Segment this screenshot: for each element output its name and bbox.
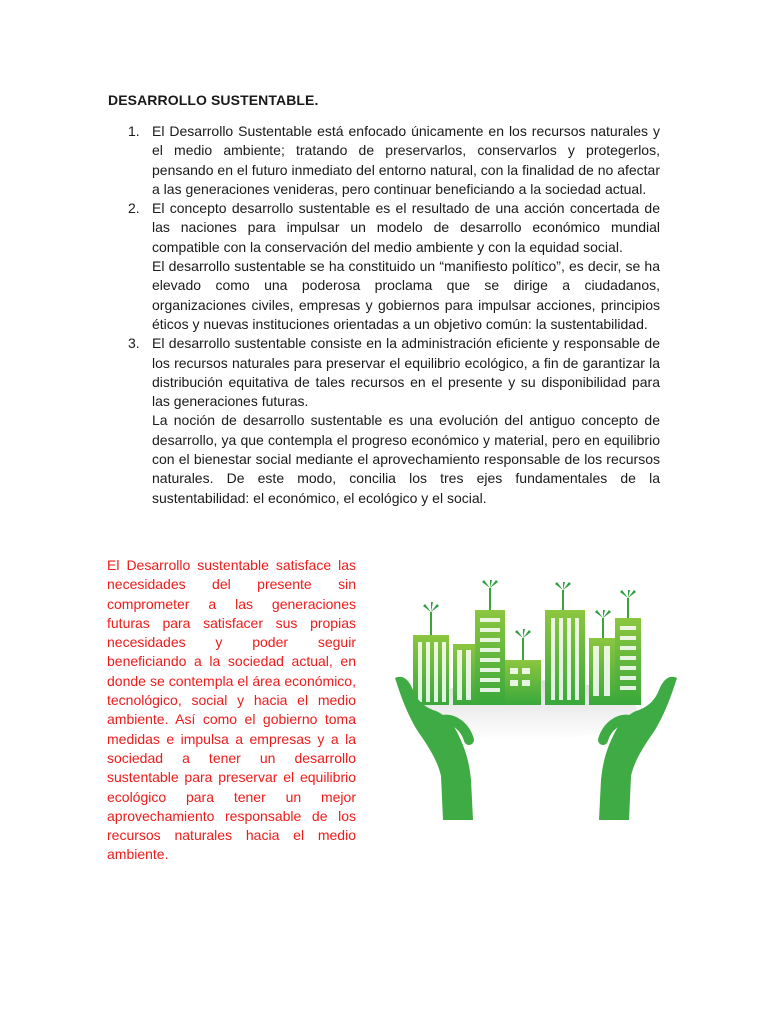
numbered-list (128, 122, 660, 508)
list-number: 1. (128, 123, 140, 139)
list-paragraph: El desarrollo sustentable consiste en la administración eficiente y responsable de los recursos naturales para preservar el equilibrio ecológico, a fin de garantizar la distribución equitativa de tales recursos en el presente y su disponibilidad para las generaciones futuras. (152, 335, 660, 410)
green-city-in-hands-icon (395, 580, 680, 820)
list-item (128, 199, 660, 334)
list-number: 3. (128, 335, 140, 352)
list-item (128, 122, 660, 199)
list-paragraph: El Desarrollo Sustentable está enfocado únicamente en los recursos naturales y el medio ambiente; tratando de preservarlos, conservarlos y protegerlos, pensando en el futuro inmediato del entorno natural, con la finalidad de no afectar a las generaciones venideras, pero continuar beneficiando a la sociedad actual. (152, 123, 660, 197)
document-title: DESARROLLO SUSTENTABLE. (108, 92, 319, 108)
list-paragraph: El concepto desarrollo sustentable es el resultado de una acción concertada de las naciones para impulsar un modelo de desarrollo económico mundial compatible con la conservación del medio ambiente y con la equidad social. (152, 200, 660, 255)
list-paragraph: El desarrollo sustentable se ha constituido un “manifiesto político”, es decir, se ha elevado como una poderosa proclama que se dirige a ciudadanos, organizaciones civiles, empresas y gobiernos para impulsar acciones, principios éticos y nuevas instituciones orientadas a un objetivo común: la sustentabilidad. (152, 258, 660, 332)
list-item (128, 334, 660, 508)
list-paragraph: La noción de desarrollo sustentable es una evolución del antiguo concepto de desarrollo, ya que contempla el progreso económico y material, pero en equilibrio con el bienestar social mediante el aprovechamiento responsable de los recursos naturales. De este modo, concilia los tres ejes fundamentales de la sustentabilidad: el económico, el ecológico y el social. (152, 412, 660, 506)
list-number: 2. (128, 200, 140, 217)
red-paragraph: El Desarrollo sustentable satisface las necesidades del presente sin comprometer a las generaciones futuras para satisfacer sus propias necesidades y poder seguir beneficiando a la sociedad actual, en donde se contempla el área económico, tecnológico, social y hacia el medio ambiente. Así como el gobierno toma medidas e impulsa a empresas y a la sociedad a tener un desarrollo sustentable para preservar el equilibrio ecológico para tener un mejor aprovechamiento responsable de los recursos naturales hacia el medio ambiente. (107, 557, 356, 863)
